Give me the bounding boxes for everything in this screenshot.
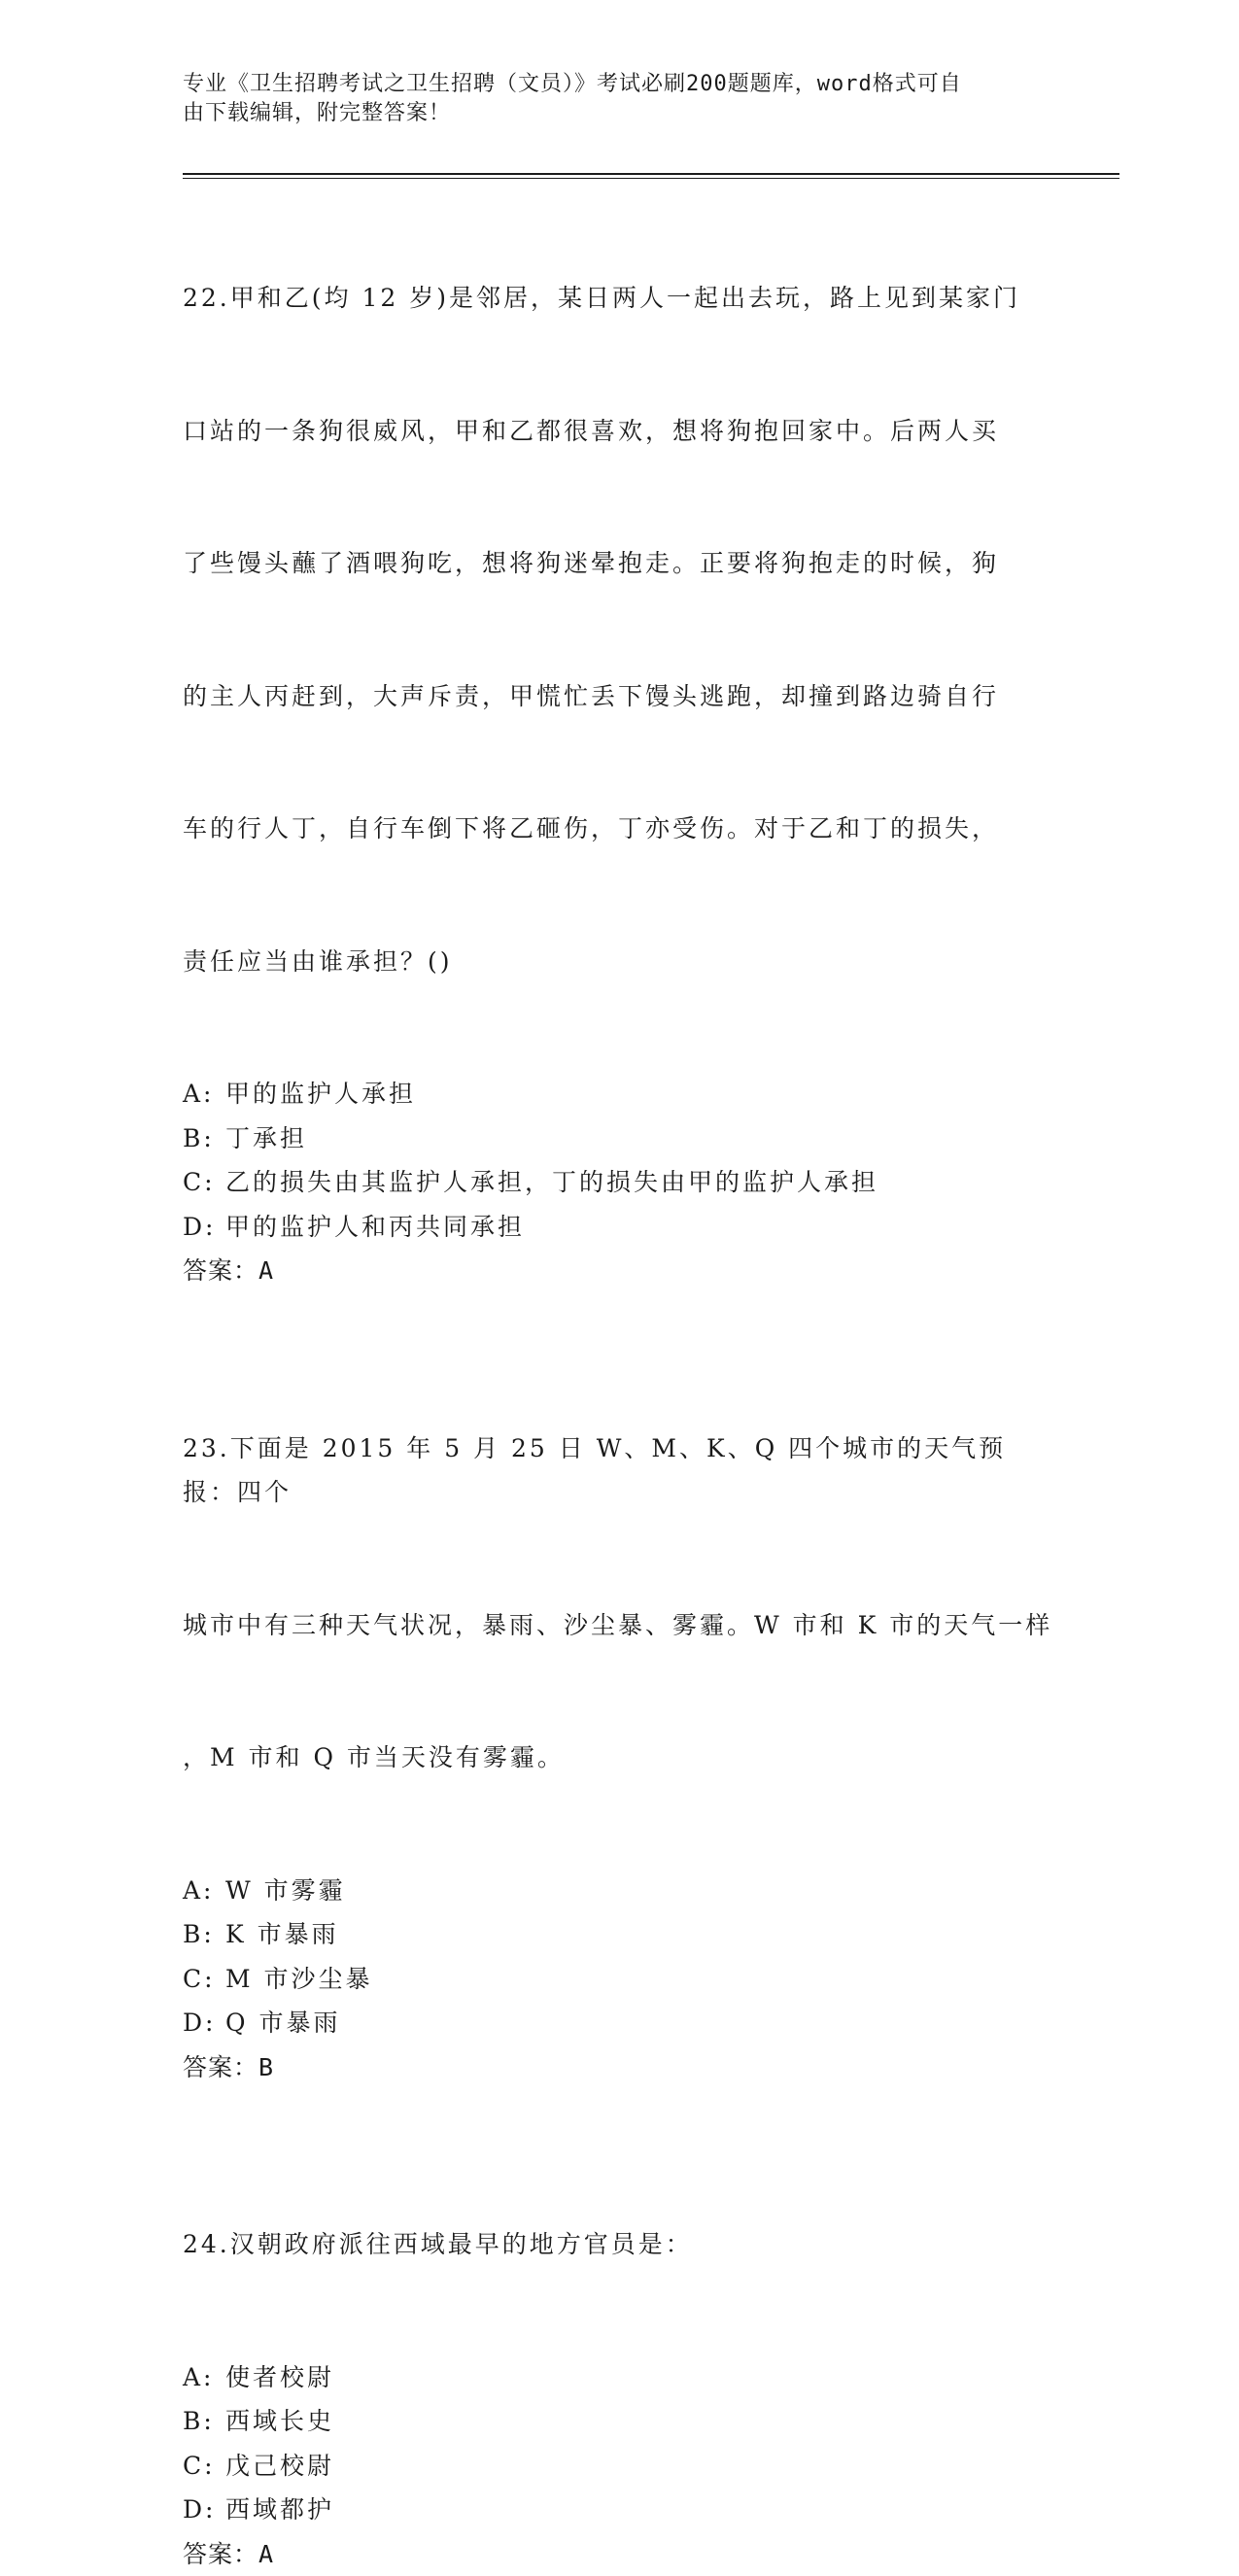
option-letter: B: — [183, 1912, 225, 1957]
stem-line: 责任应当由谁承担？() — [183, 940, 1057, 984]
option-letter: C: — [183, 2444, 225, 2489]
option-text: M 市沙尘暴 — [225, 1965, 373, 1993]
option-letter: A: — [183, 1072, 225, 1116]
option-text: 使者校尉 — [225, 2363, 334, 2391]
stem-line: 23.下面是 2015 年 5 月 25 日 W、M、K、Q 四个城市的天气预报：四个 — [183, 1426, 1057, 1515]
document-header — [183, 70, 1038, 128]
option-text: K 市暴雨 — [225, 1920, 339, 1948]
question-22 — [183, 188, 1057, 1293]
option-c — [183, 1160, 1057, 1205]
stem-line: ，M 市和 Q 市当天没有雾霾。 — [183, 1735, 1057, 1780]
option-letter: A: — [183, 2355, 225, 2400]
option-text: 西域都护 — [225, 2495, 334, 2524]
option-text: 西域长史 — [225, 2407, 334, 2435]
answer-line: 答案：A — [183, 2532, 1057, 2576]
question-list — [183, 188, 1057, 2576]
question-spacer — [183, 1293, 1057, 1338]
stem-line: 的主人丙赶到，大声斥责，甲慌忙丢下馒头逃跑，却撞到路边骑自行 — [183, 674, 1057, 719]
answer-line: 答案：A — [183, 1249, 1057, 1293]
option-a — [183, 1869, 1057, 1913]
stem-line: 了些馒头蘸了酒喂狗吃，想将狗迷晕抱走。正要将狗抱走的时候，狗 — [183, 541, 1057, 586]
option-a — [183, 2355, 1057, 2400]
option-text: 乙的损失由其监护人承担，丁的损失由甲的监护人承担 — [225, 1168, 878, 1196]
option-text: W 市雾霾 — [225, 1876, 346, 1905]
answer-line: 答案：B — [183, 2045, 1057, 2090]
option-a — [183, 1072, 1057, 1116]
option-letter: C: — [183, 1957, 225, 2002]
option-letter: D: — [183, 2001, 225, 2045]
option-text: Q 市暴雨 — [225, 2009, 340, 2037]
option-d — [183, 1205, 1057, 1250]
option-text: 甲的监护人承担 — [225, 1080, 416, 1108]
header-divider-thick — [183, 173, 1119, 175]
option-d — [183, 2001, 1057, 2045]
option-b — [183, 1912, 1057, 1957]
stem-line: 城市中有三种天气状况，暴雨、沙尘暴、雾霾。W 市和 K 市的天气一样 — [183, 1603, 1057, 1648]
option-letter: D: — [183, 1205, 225, 1250]
question-stem — [183, 2134, 1057, 2355]
stem-line: 22.甲和乙(均 12 岁)是邻居，某日两人一起出去玩，路上见到某家门 — [183, 276, 1057, 321]
option-letter: B: — [183, 2399, 225, 2444]
stem-line: 口站的一条狗很威风，甲和乙都很喜欢，想将狗抱回家中。后两人买 — [183, 409, 1057, 454]
option-text: 丁承担 — [225, 1124, 307, 1152]
question-24 — [183, 2134, 1057, 2576]
question-stem — [183, 188, 1057, 1072]
option-letter: B: — [183, 1116, 225, 1161]
option-c — [183, 1957, 1057, 2002]
stem-line: 24.汉朝政府派往西域最早的地方官员是： — [183, 2222, 1057, 2267]
stem-line: 车的行人丁，自行车倒下将乙砸伤，丁亦受伤。对于乙和丁的损失， — [183, 807, 1057, 851]
option-letter: C: — [183, 1160, 225, 1205]
header-line-1: 专业《卫生招聘考试之卫生招聘（文员）》考试必刷200题题库，word格式可自 — [183, 70, 1038, 99]
option-letter: D: — [183, 2488, 225, 2532]
option-text: 戊己校尉 — [225, 2452, 334, 2480]
header-divider-thin — [183, 178, 1119, 179]
option-d — [183, 2488, 1057, 2532]
option-b — [183, 2399, 1057, 2444]
header-line-2: 由下载编辑，附完整答案！ — [183, 99, 1038, 128]
option-c — [183, 2444, 1057, 2489]
question-spacer — [183, 2089, 1057, 2134]
option-b — [183, 1116, 1057, 1161]
question-23 — [183, 1338, 1057, 2090]
option-text: 甲的监护人和丙共同承担 — [225, 1213, 525, 1241]
option-letter: A: — [183, 1869, 225, 1913]
